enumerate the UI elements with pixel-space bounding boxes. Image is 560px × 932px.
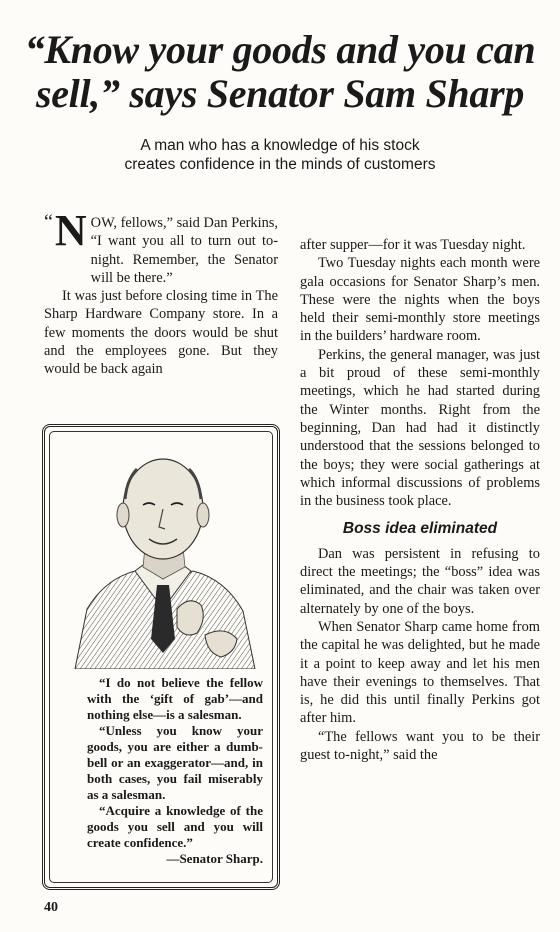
sidebar-quote [87,675,263,867]
quote-attribution: —Senator Sharp. [166,851,263,866]
lead-paragraph [44,206,278,287]
lead-text: OW, fellows,” said Dan Perkins, “I want you all to turn out to-night. Remember, the Senator will be there.” [90,215,278,286]
paragraph: after supper—for it was Tuesday night. [300,237,526,253]
article-column-1 [44,206,278,379]
paragraph: Dan was persistent in refusing to direct the meetings; the “boss” idea was eliminated, and the chair was taken over alternately by one of the boys. [300,545,540,617]
article-column-2 [300,236,540,764]
paragraph: It was just before closing time in The Sharp Hardware Company store. In a few moments the doors would be shut and the employees gone. But they would be back again [44,288,278,378]
quote-paragraph: “I do not believe the fellow with the ‘gift of gab’—and nothing else—is a salesman. [87,675,263,722]
paragraph: Perkins, the general manager, was just a bit proud of these semi-monthly meetings, which he had started during the Winter months. Right from the beginning, Dan had had it distinctly understood that the sessions belonged to the boys; they were social gatherings at which informal discussions of problems in the business took place. [300,346,540,510]
article-deck: A man who has a knowledge of his stock creates confidence in the minds of customers [124,137,436,173]
quote-paragraph: “Acquire a knowledge of the goods you sell and you will create confidence.” [87,803,263,850]
page-number: 40 [44,900,58,915]
paragraph: Two Tuesday nights each month were gala occasions for Senator Sharp’s men. These were the nights when the boys held their semi-monthly store meetings in the builders’ hardware room. [300,255,540,345]
quote-sidebar-panel [42,424,280,890]
quote-paragraph: “Unless you know your goods, you are either a dumb-bell or an exaggerator—and, in both cases, you fail miserably as a salesman. [87,723,263,802]
headline-line-2: sell,” says Senator Sam Sharp [35,71,525,116]
paragraph: When Senator Sharp came home from the capital he was delighted, but he made it a point to keep away and let his men have their evenings to themselves. That is, he did this until finally Perkins got after him. [300,618,540,727]
drop-cap: N [54,206,87,255]
headline-line-1: “Know your goods and you can [24,27,536,72]
paragraph: “The fellows want you to be their guest to-night,” said the [300,728,540,764]
article-headline [20,28,540,116]
portrait-illustration [65,439,261,669]
subheading: Boss idea eliminated [342,520,498,538]
open-quote: “ [44,211,53,233]
